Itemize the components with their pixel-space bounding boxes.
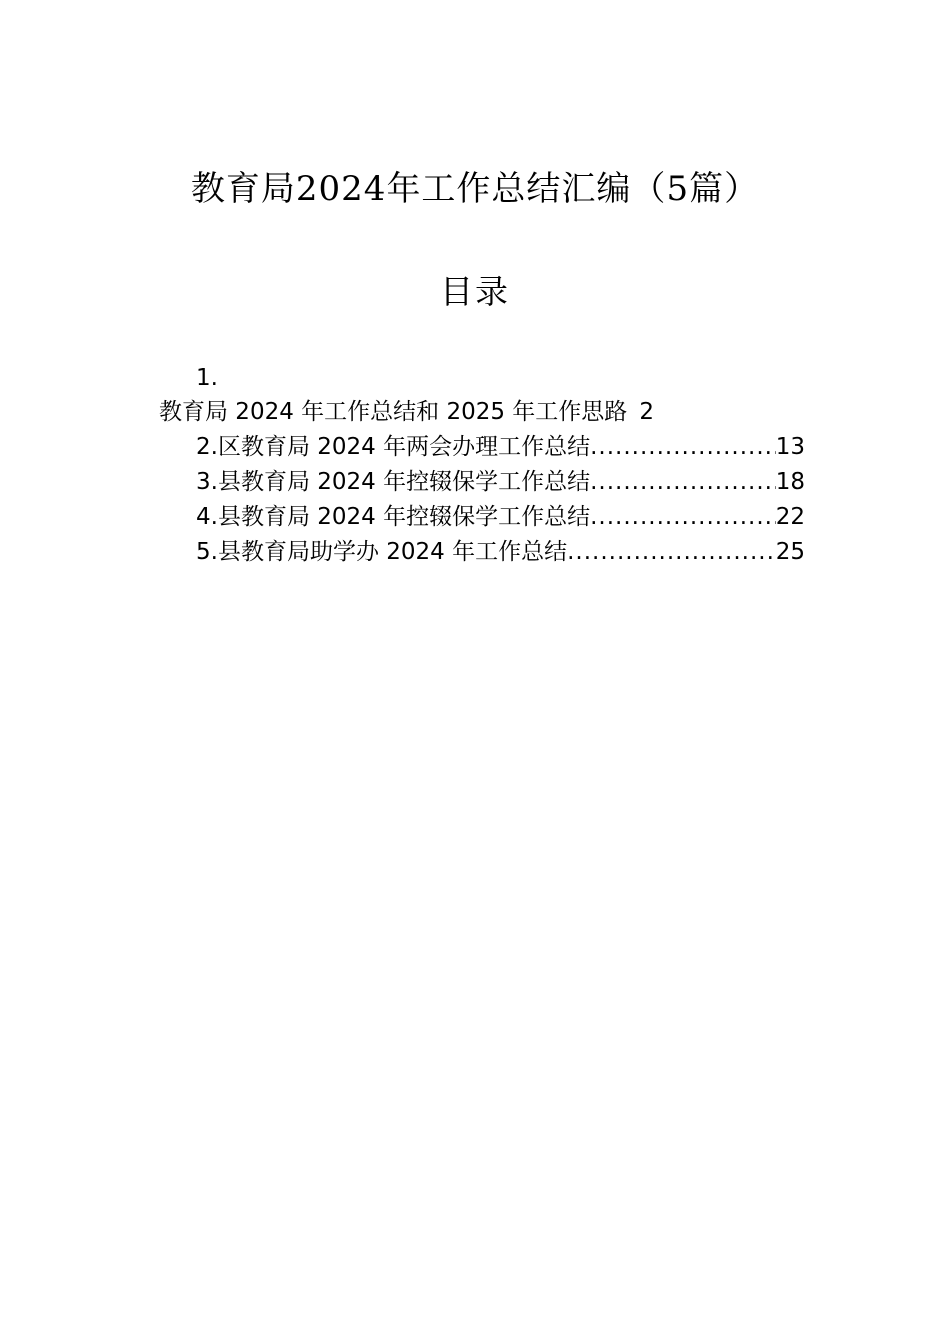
toc-entry-5[interactable] [196, 536, 805, 568]
title-suffix: 篇） [689, 169, 760, 209]
toc-entry-3[interactable] [196, 466, 805, 498]
toc-entry-4[interactable] [196, 501, 805, 533]
title-year: 2024 [295, 169, 387, 209]
toc-entry-3-page: 18 [775, 469, 805, 495]
toc-leader-dots [590, 431, 776, 463]
title-middle: 年工作总结汇编（ [386, 169, 667, 209]
toc-entry-1-title: 教育局 2024 年工作总结和 2025 年工作思路 [159, 399, 628, 425]
title-count: 5 [666, 169, 690, 209]
title-prefix: 教育局 [190, 169, 296, 209]
toc-leader-dots [590, 466, 776, 498]
toc-entry-1-page: 2 [639, 399, 654, 425]
toc-entry-2-number: 2. [196, 434, 218, 460]
toc-leader-dots [590, 501, 776, 533]
toc-entry-2-page: 13 [775, 434, 805, 460]
toc-entry-2-title: 区教育局 2024 年两会办理工作总结 [217, 434, 591, 460]
toc-entry-3-number: 3. [196, 469, 218, 495]
toc-entry-5-title: 县教育局助学办 2024 年工作总结 [217, 539, 568, 565]
toc-leader-dots [567, 536, 776, 568]
toc-entry-2[interactable] [196, 431, 805, 463]
toc-entry-1-number[interactable]: 1. [196, 365, 218, 391]
toc-entry-4-page: 22 [775, 504, 805, 530]
toc-entry-3-title: 县教育局 2024 年控辍保学工作总结 [217, 469, 591, 495]
toc-entry-5-number: 5. [196, 539, 218, 565]
toc-entry-5-page: 25 [775, 539, 805, 565]
toc-entry-4-title: 县教育局 2024 年控辍保学工作总结 [217, 504, 591, 530]
toc-heading: 目录 [440, 272, 510, 311]
document-title [0, 165, 950, 213]
toc-entry-1[interactable] [159, 396, 654, 428]
toc-entry-4-number: 4. [196, 504, 218, 530]
